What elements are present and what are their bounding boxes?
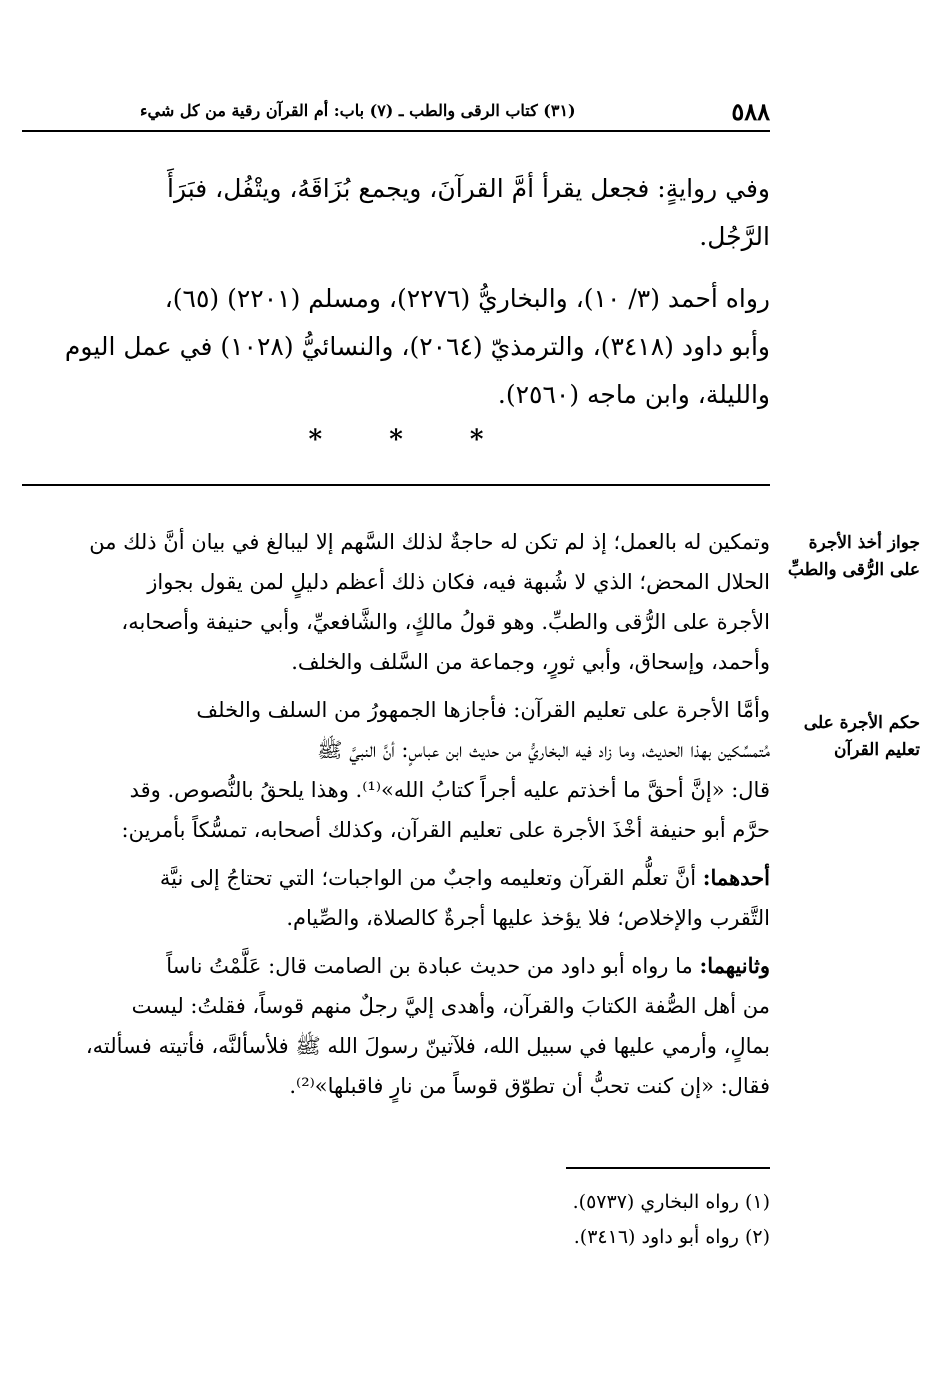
margin-note-wages-ruqya: جواز أخذ الأجرة على الرُّقى والطبِّ — [787, 533, 920, 580]
hadith-variant-block — [22, 165, 770, 419]
para3-lead: أحدهما: — [702, 865, 770, 890]
footnotes — [22, 1185, 770, 1255]
section-divider — [22, 484, 770, 486]
para2-line-2: مُتمسِّكين بهذا الحديث، وما زاد فيه البخاريُّ من حديث ابن عباسٍ: أنَّ النبيَّ ﷺ — [317, 738, 770, 762]
para4-line-3: بمالٍ، وأرمي عليها في سبيل الله، فلآتينّ رسولَ الله ﷺ فلأسألنَّه، فأتيته فسألته، — [85, 1034, 770, 1058]
para4-line-1-text: ما رواه أبو داود من حديث عبادة بن الصامت قال: عَلَّمْتُ ناساً — [166, 954, 700, 978]
page-header — [22, 97, 770, 127]
variant-line-2: الرَّجُل. — [699, 222, 770, 251]
para1-line-3: الأجرة على الرُّقى والطبِّ. وهو قولُ مالكٍ، والشَّافعيِّ، وأبي حنيفة وأصحابه، — [121, 610, 770, 634]
page-number: ٥٨٨ — [731, 97, 770, 126]
para3-line-1 — [22, 858, 770, 898]
commentary-text — [22, 522, 770, 1106]
para2-line-1: وأمَّا الأجرة على تعليم القرآن: فأجازها الجمهورُ من السلف والخلف — [196, 698, 770, 722]
reference-line-1: رواه أحمد (٣/ ١٠)، والبخاريُّ (٢٢٧٦)، ومسلم (٢٢٠١) (٦٥)، — [164, 284, 770, 313]
para4-lead: وثانيهما: — [699, 953, 770, 978]
section-stars: * * * — [308, 425, 484, 455]
footnote-1: (١) رواه البخاري (٥٧٣٧). — [572, 1191, 770, 1213]
para4-line-1 — [22, 946, 770, 986]
para3-line-1-text: أنَّ تعلُّم القرآن وتعليمه واجبٌ من الواجبات؛ التي تحتاجُ إلى نيَّة — [159, 866, 703, 890]
footnote-2: (٢) رواه أبو داود (٣٤١٦). — [573, 1226, 770, 1248]
para1-line-1: وتمكين له بالعمل؛ إذ لم تكن له حاجةٌ لذلك السَّهم إلا ليبالغ في بيان أنَّ ذلك من — [89, 530, 770, 554]
para3-line-2: التَّقرب والإخلاص؛ فلا يؤخذ عليها أجرةٌ كالصلاة، والصِّيام. — [286, 906, 770, 930]
variant-line-1: وفي روايةٍ: فجعل يقرأ أمَّ القرآنَ، ويجمع بُزَاقَهُ، ويتْفُل، فبَرَأَ — [167, 174, 770, 203]
para4-line-2: من أهل الصُّفة الكتابَ والقرآن، وأهدى إليَّ رجلٌ منهم قوساً، فقلتُ: ليست — [131, 994, 770, 1018]
reference-line-3: والليلة، وابن ماجه (٢٥٦٠). — [497, 380, 770, 409]
reference-line-2: وأبو داود (٣٤١٨)، والترمذيّ (٢٠٦٤)، والنسائيُّ (١٠٢٨) في عمل اليوم — [64, 332, 770, 361]
header-divider — [22, 130, 770, 132]
para2-line-3: قال: «إنَّ أحقَّ ما أخذتم عليه أجراً كتابُ الله»⁽¹⁾. وهذا يلحقُ بالنُّصوص. وقد — [129, 778, 770, 802]
margin-note-wages-quran: حكم الأجرة على تعليم القرآن — [803, 713, 920, 760]
para4-line-4: فقال: «إن كنت تحبُّ أن تطوّق قوساً من نارٍ فاقبلها»⁽²⁾. — [289, 1074, 770, 1098]
footnote-divider — [566, 1167, 770, 1169]
para1-line-4: وأحمد، وإسحاق، وأبي ثورٍ، وجماعة من السَّلف والخلف. — [291, 650, 770, 674]
running-title: (٣١) كتاب الرقى والطب ـ (٧) باب: أم القرآن رقية من كل شيء — [140, 101, 576, 120]
para1-line-2: الحلال المحض؛ الذي لا شُبهة فيه، فكان ذلك أعظم دليلٍ لمن يقول بجواز — [147, 570, 770, 594]
para2-line-4: حرَّم أبو حنيفة أخْذَ الأجرة على تعليم القرآن، وكذلك أصحابه، تمسُّكاً بأمرين: — [121, 818, 770, 842]
